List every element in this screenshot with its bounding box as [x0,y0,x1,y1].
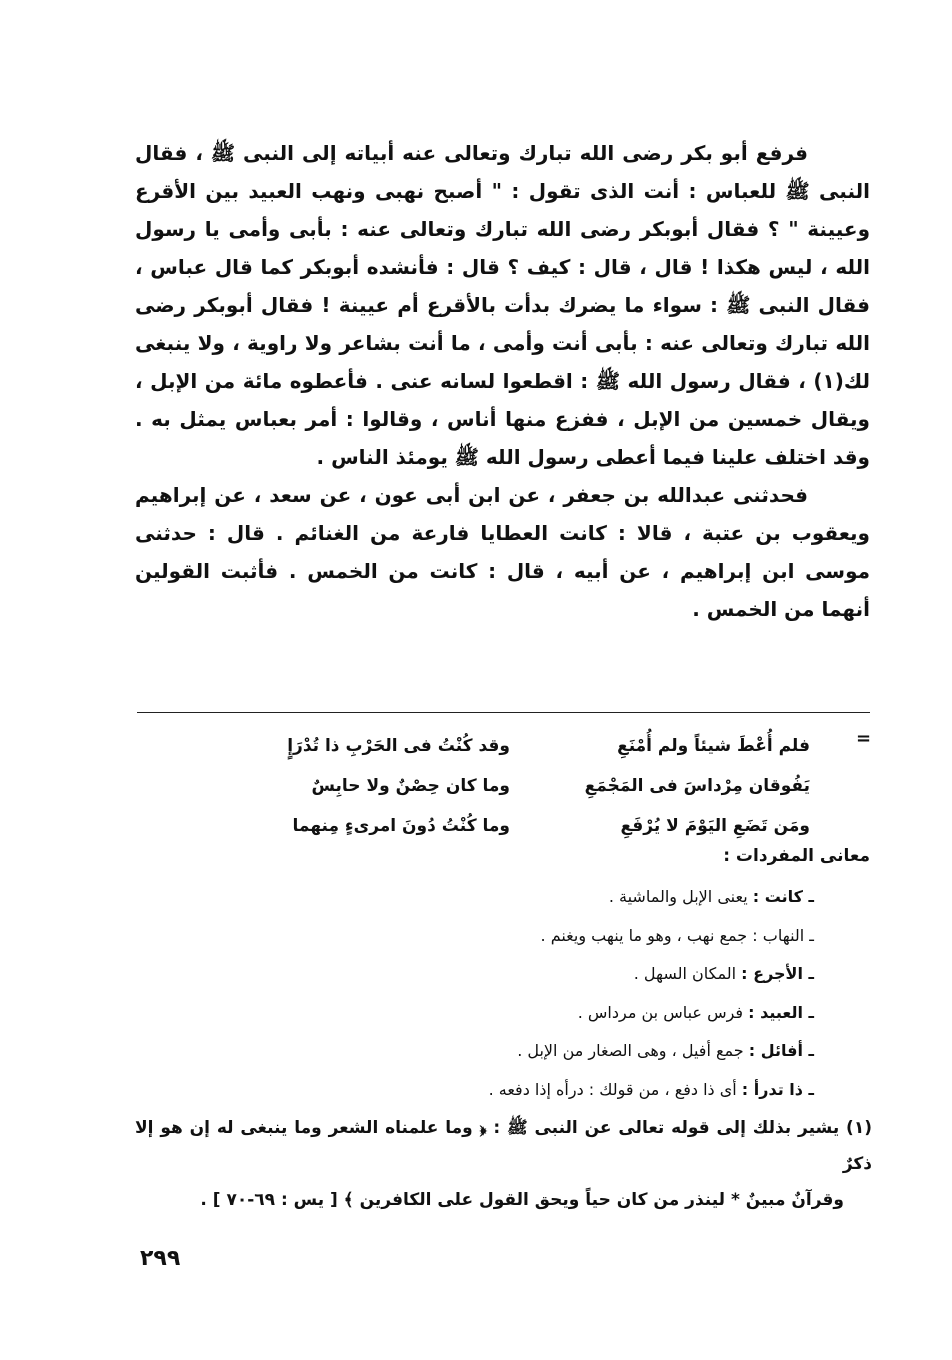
vocabulary-definition: جمع أفيل ، وهى الصغار من الإبل . [517,1041,749,1060]
first-hemistich: وقد كُنْتُ فى الحَرْبِ ذا تُدْرَإٍ [287,736,510,756]
paragraph: فحدثنى عبدالله بن جعفر ، عن ابن أبى عون ، عن سعد ، عن إبراهيم ويعقوب بن عتبة ، قالا : كانت العطايا فارعة من الغنائم . قال : حدثنى موسى ابن إبراهيم ، عن أبيه ، قال : كانت من الخمس . فأثبت القولين أنهما من الخمس . [135,483,870,621]
vocabulary-item [294,994,814,1033]
vocabulary-term: ـ الأجرع : [741,964,814,983]
vocabulary-term: ـ العبيد : [748,1002,814,1022]
vocabulary-definition: فرس عباس بن مرداس . [577,1002,749,1022]
vocabulary-item [294,1032,814,1071]
vocabulary-list [294,878,814,1109]
first-hemistich: وما كُنْتُ دُونَ امرىءٍ مِنهما [292,816,510,836]
second-hemistich: فلم أُعْطَ شيئاً ولم أُمْنَعِ [617,736,810,756]
footnote-line: وقرآنٌ مبينٌ * لينذر من كان حياً ويحق القول على الكافرين ﴾ [ يس : ٦٩-٧٠ ] . [200,1190,844,1210]
vocabulary-item [294,1071,814,1110]
vocabulary-item [294,955,814,994]
vocabulary-definition: المكان السهل . [633,964,742,983]
page-number: ٢٩٩ [140,1246,181,1271]
poem-verses [270,726,810,846]
main-text [135,134,870,628]
vocabulary-item [294,917,814,956]
first-hemistich: وما كان حِصْنٌ ولا حابِسٌ [311,776,510,796]
vocabulary-term: ـ كانت : [752,887,814,906]
vocabulary-item [294,878,814,917]
verse-line [270,726,810,766]
verse-line [270,806,810,846]
vocabulary-definition: يعنى الإبل والماشية . [608,887,753,906]
vocabulary-definition: أى ذا دفع ، من قولك : درأه إذا دفعه . [488,1079,742,1099]
vocabulary-heading: معانى المفردات : [723,846,870,866]
second-hemistich: يَفُوقان مِرْداسَ فى المَجْمَعِ [584,776,810,796]
second-hemistich: ومَن تَضَعِ اليَوْمَ لا يُرْفَعِ [620,816,810,836]
vocabulary-term: ـ ذا تدرأ : [741,1079,814,1099]
vocabulary-definition: ـ النهاب : جمع نهب ، وهو ما ينهب ويغنم . [540,925,814,945]
vocabulary-term: ـ أفائل : [748,1041,814,1060]
footnote-divider [137,712,870,713]
verse-line [270,766,810,806]
continuation-mark: = [856,728,872,749]
footnote [135,1110,872,1218]
paragraph: فرفع أبو بكر رضى الله تبارك وتعالى عنه أبياته إلى النبى ﷺ ، فقال النبى ﷺ للعباس : أنت الذى تقول : " أصبح نهبى ونهب العبيد بين الأقرع وعيينة " ؟ فقال أبوبكر رضى الله تبارك وتعالى عنه : بأبى وأمى يا رسول الله ، ليس هكذا ! قال ، قال : كيف ؟ قال : فأنشده أبوبكر كما قال عباس ، فقال النبى ﷺ : سواء ما يضرك بدأت بالأقرع أم عيينة ! فقال أبوبكر رضى الله تبارك وتعالى عنه : بأبى أنت وأمى ، ما أنت بشاعر ولا راوية ، ولا ينبغى لك(١) ، فقال رسول الله ﷺ : اقطعوا لسانه عنى . فأعطوه مائة من الإبل ، ويقال خمسين من الإبل ، ففزع منها أناس ، وقالوا : أمر بعباس يمثل به . وقد اختلف علينا فيما أعطى رسول الله ﷺ يومئذ الناس . [135,141,870,469]
footnote-line: (١) يشير بذلك إلى قوله تعالى عن النبى ﷺ : ﴿ وما علمناه الشعر وما ينبغى له إن هو إلا ذكرٌ [135,1118,872,1174]
